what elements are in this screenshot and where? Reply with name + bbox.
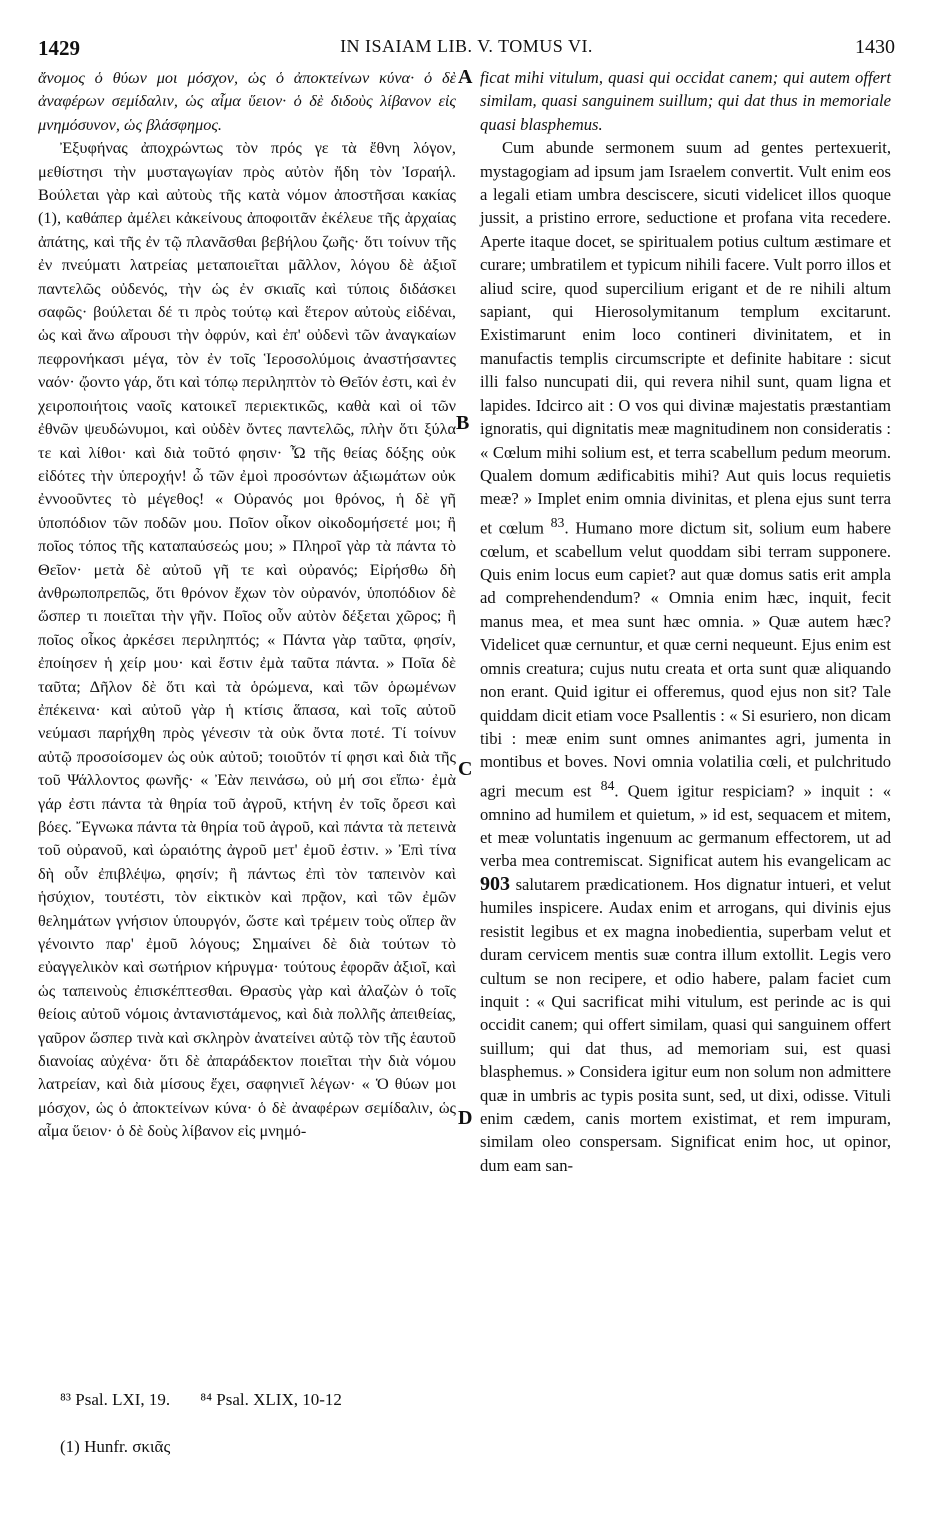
latin-text-part-d: salutarem prædicationem. Hos dignatur intueri, et velut humiles inspicere. Audax enim et arrogans, qui divinis ejus resistit legibus et ex magna inobedientia, superbam velut et duram cervicem mentis suæ contra illum extollit. Legis vero cultum se non recipere, et odio habere, palam faciet cum inquit : « Qui sacrificat mihi vitulum, est perinde ac is qui occidit canem; qui offert similam, quasi qui sanguinem offert suillum; qui dat thus, ad memoriam sui, est quasi blasphemus. » Considera igitur eum non solum non admittere quæ in umbris ac typis posita sunt, sed, ut dixi, odisse. Vituli enim cædem, canis mortem existimat, et rem impuram, similam oleo conspersam. Significat enim hoc, ut opinor, dum eam san- bbox=[480, 874, 891, 1175]
latin-commentary bbox=[480, 136, 891, 1177]
critical-note: (1) Hunfr. σκιᾶς bbox=[60, 1437, 171, 1456]
footnote-84: ⁸⁴ Psal. XLIX, 10-12 bbox=[200, 1390, 342, 1409]
latin-column bbox=[480, 66, 891, 1177]
running-title: IN ISAIAM LIB. V. TOMUS VI. bbox=[340, 36, 593, 56]
latin-text-part-b: . Humano more dictum sit, solium eum habere cœlum, et scabellum velut quoddam sibi terram supponere. Quis enim locus eum capiet? aut quæ domus satis erit ampla ad comprehendendum? « Omnia enim hæc, inquit, fecit manus mea, et mea sunt hæc omnia. » Quæ autem hæc? Videlicet quæ cernuntur, et quæ cerni nequeunt. Ejus enim est omnis creatura; cujus nutu creata et orta sunt quæ aliquando non erant. Quid igitur ei offeremus, quod ejus non sit? Tale quiddam dicit etiam voce Psallentis : « Si esuriero, non dicam tibi : meæ enim sunt omnes animantes agri, jumenta in montibus et boves. Novi omnia volatilia cœli, et pulchritudo agri mecum est bbox=[480, 518, 891, 801]
margin-marker-b: B bbox=[456, 412, 470, 434]
page-number-right: 1430 bbox=[855, 36, 895, 58]
greek-lemma: ἄνομος ὁ θύων μοι μόσχον, ὡς ὁ ἀποκτείνων κύνα· ὁ δὲ ἀναφέρων σεμίδαλιν, ὡς αἷμα ὕειον· ὁ δὲ διδοὺς λίβανον εἰς μνημόσυνον, ὡς βλάσφημος. bbox=[38, 68, 456, 134]
margin-marker-a: A bbox=[458, 66, 473, 88]
running-header bbox=[38, 36, 895, 62]
footnote-ref-83: 83 bbox=[550, 514, 565, 530]
greek-column bbox=[38, 66, 456, 1143]
footnote-83: ⁸³ Psal. LXI, 19. bbox=[60, 1390, 171, 1409]
latin-text-part-c: . Quem igitur respiciam? » inquit : « omnino ad humilem et quietum, » id est, sequacem et mitem, et meæ voluntatis ingenuum ac germanum effectorem, ut ad verba mea contremiscat. Significat autem his evangelicam ac bbox=[480, 781, 891, 871]
footnote-ref-84: 84 bbox=[600, 777, 615, 793]
column-number: 903 bbox=[480, 872, 510, 895]
margin-marker-c: C bbox=[458, 758, 473, 780]
footnotes bbox=[60, 1390, 342, 1410]
latin-text-part-a: Cum abunde sermonem suum ad gentes pertexuerit, mystagogiam ad ipsum jam Israelem convertit. Vult enim eos a legali etiam umbra desciscere, sicuti videlicet illos quoque jussit, a pristino errore, seductione et profana vita recedere. Aperte itaque docet, se spiritualem potius cultum æstimare et curare; umbratilem et typicum nihili facere. Vult porro illos et aliud scire, quod supercilium erigant et de re nihili altum sapiant, qui Hierosolymitanum templum excitarunt. Existimarunt enim loco contineri divinitatem, et in manufactis templis circumscripte et definite habitare : sicut illi falso nuncupati dii, qui revera nihil sunt, quam ligna et lapides. Idcirco ait : O vos qui divinæ majestatis præstantiam ignoratis, qui dignitatis meæ magnitudinem non consideratis : « Cœlum mihi solium est, et terra scabellum pedum meorum. Qualem domum ædificabitis mihi? Aut quis locus requietis meæ? » Implet enim omnia divinitas, et plena ejus sunt terra et cœlum bbox=[480, 138, 891, 538]
greek-commentary: Ἐξυφήνας ἀποχρώντως τὸν πρός γε τὰ ἔθνη λόγον, μεθίστησι τὴν μυσταγωγίαν πρὸς αὐτὸν ἤδη τὸν Ἰσραήλ. Βούλεται γὰρ καὶ αὐτοὺς τῆς κατὰ νόμον ἀποστῆσαι κακίας (1), καθάπερ ἀμέλει κἀκείνους ἀποφοιτᾶν ἐκέλευε τῆς ἀρχαίας ἀπάτης, καὶ τῆς ἐν τῷ πλανᾶσθαι βεβήλου ζωῆς· ὅτι τοίνυν τῆς ἐν πνεύματι λατρείας μεταποιεῖται μᾶλλον, λόγου δὲ ἀξιοῖ παντελῶς οὐδενός, τὴν ὡς ἐν σκιαῖς καὶ τύποις διδάσκει σαφῶς· βούλεται δέ τι πρὸς τούτῳ καὶ ἕτερον αὐτοὺς εἰδέναι, ὡς καὶ ἄνω αἴρουσι τὴν ὀφρύν, καὶ ἐπ' οὐδενὶ τῶν ἀναγκαίων πεφρονήκασι μέγα, τὸν ἐν τοῖς Ἱεροσολύμοις ἀναστήσαντες ναόν· ᾤοντο γάρ, ὅτι καὶ τόπῳ περιληπτὸν τὸ Θεῖόν ἐστι, καὶ ἐν χειροποιήτοις ναοῖς κατοικεῖ περιεκτικῶς, καθὰ καὶ οἱ τῶν ἐθνῶν ψευδώνυμοι, καὶ οὐδὲν ὄντες παντελῶς, πλὴν ὅτι ξύλα τε καὶ λίθοι· καὶ διὰ τοῦτό φησιν· Ὦ τῆς θείας δόξης οὐκ εἰδότες τὴν ὑπεροχήν! ὦ τῶν ἐμοὶ προσόντων ἀξιωμάτων οὐκ ἐννοοῦντες τὸ μέγεθος! « Οὐρανός μοι θρόνος, ἡ δὲ γῆ ὑποπόδιον τῶν ποδῶν μου. Ποῖον οἶκον οἰκοδομήσετέ μοι; ἢ ποῖος τόπος τῆς καταπαύσεώς μου; » Πληροῖ γὰρ τὰ πάντα τὸ Θεῖον· μετὰ δὲ αὐτοῦ γῆ τε καὶ οὐρανός; Εἰρήσθω δὴ ἀνθρωποπρεπῶς, ὅτι θρόνον ἔχων τὸν οὐρανόν, ὑποπόδιον δὲ ὥσπερ τι ποιεῖται τὴν γῆν. Ποῖος οὖν αὐτὸν δέξεται χῶρος; ἢ ποῖος οἶκος ἀρκέσει περιληπτός; « Πάντα γὰρ ταῦτα, φησίν, ἐποίησεν ἡ χείρ μου· καὶ ἔστιν ἐμὰ ταῦτα πάντα. » Ποῖα δὲ ταῦτα; Δῆλον δὲ ὅτι καὶ τὰ ὁρώμενα, καὶ τῶν ὁρωμένων ἐπέκεινα· καὶ αὐτοῦ γὰρ ἡ κτίσις ἅπασα, καὶ τοῖς αὐτοῦ νεύμασι παρήχθη πρὸς γένεσιν τὰ οὐκ ὄντα ποτέ. Τί τοίνυν αὐτῷ προσοίσομεν ὡς οὐκ αὐτοῦ; τοιοῦτόν τί φησι καὶ διὰ τῆς τοῦ Ψάλλοντος φωνῆς· « Ἐὰν πεινάσω, οὐ μή σοι εἴπω· ἐμὰ γάρ ἐστι πάντα τὰ θηρία τοῦ ἀγροῦ, κτήνη ἐν τοῖς ὄρεσι καὶ βόες. Ἔγνωκα πάντα τὰ θηρία τοῦ ἀγροῦ, καὶ πάντα τὰ πετεινὰ τοῦ οὐρανοῦ, καὶ ὡραιότης ἀγροῦ μετ' ἐμοῦ ἐστιν. » Ἐπὶ τίνα δὴ οὖν ἐπιβλέψω, φησίν; ἢ πάντως ἐπὶ τὸν ταπεινὸν καὶ ἡσύχιον, τουτέστι, τὸν εἰκτικὸν καὶ πρᾷον, καὶ τῶν ἐμῶν θελημάτων γνήσιον ὑπουργόν, ὥστε καὶ τρέμειν τοὺς οἵπερ ἂν γένοιντο παρ' ἐμοῦ λόγους; Σημαίνει δὲ διὰ τούτων τὸ εὐαγγελικὸν καὶ σωτήριον κήρυγμα· τούτους ἐφορᾶν ἀξιοῖ, καὶ ὡς ταπεινοὺς ἐπισκέπτεσθαι. Θρασὺς γὰρ καὶ ἀλαζὼν ὁ τοῖς θείοις αὐτοῦ νόμοις ἀντανιστάμενος, καὶ διὰ πολλῆς ἀπειθείας, γαῦρον ὥσπερ τινὰ καὶ σκληρὸν ἀνατείνει αὐτῷ τὸν τῆς ἑαυτοῦ διανοίας αὐχένα· ὅτι δὲ ἀπαράδεκτον ποιεῖται τὴν διὰ νόμου λατρείαν, καὶ διὰ μίσους ἔχει, σαφηνιεῖ λέγων· « Ὁ θύων μοι μόσχον, ὡς ὁ ἀποκτείνων κύνα· ὁ δὲ ἀναφέρων σεμίδαλιν, ὡς αἷμα ὕειον· ὁ δὲ δοὺς λίβανον εἰς μνημό- bbox=[38, 138, 456, 1141]
page-number-left: 1429 bbox=[38, 36, 80, 60]
latin-lemma: ficat mihi vitulum, quasi qui occidat canem; qui autem offert similam, quasi sanguinem suillum; qui dat thus in memoriale quasi blasphemus. bbox=[480, 68, 891, 134]
margin-marker-d: D bbox=[458, 1107, 473, 1129]
